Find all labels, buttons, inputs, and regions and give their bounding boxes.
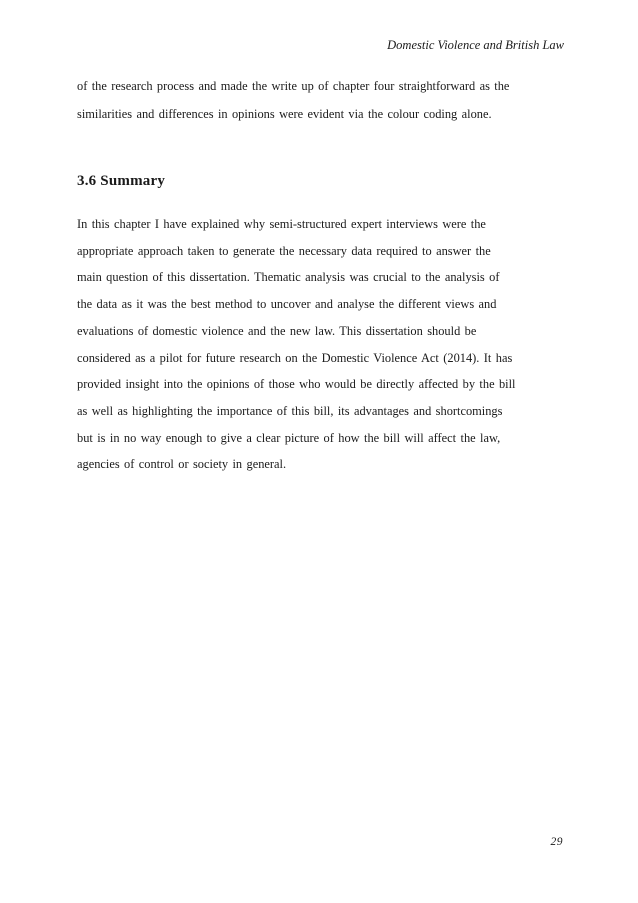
paragraph-line: considered as a pilot for future research on the Domestic Violence Act (2014). It has <box>77 350 513 365</box>
running-header: Domestic Violence and British Law <box>387 38 564 52</box>
paragraph-line: as well as highlighting the importance of this bill, its advantages and shortcomings <box>77 403 503 418</box>
paragraph-line: appropriate approach taken to generate the necessary data required to answer the <box>77 243 491 258</box>
page-number: 29 <box>550 836 563 848</box>
paragraph-line: In this chapter I have explained why semi-structured expert interviews were the <box>77 217 486 231</box>
paragraph-line: provided insight into the opinions of those who would be directly affected by the bill <box>77 377 516 392</box>
paragraph-line: evaluations of domestic violence and the new law. This dissertation should be <box>77 323 477 338</box>
paragraph-line: main question of this dissertation. Thematic analysis was crucial to the analysis of <box>77 270 500 285</box>
intro-paragraph <box>77 72 567 128</box>
paragraph-line: similarities and differences in opinions were evident via the colour coding alone. <box>77 107 492 121</box>
paragraph-line: but is in no way enough to give a clear picture of how the bill will affect the law, <box>77 430 501 445</box>
paragraph-line: agencies of control or society in general. <box>77 457 287 472</box>
section-heading: 3.6 Summary <box>77 173 166 189</box>
summary-paragraph <box>77 211 567 478</box>
paragraph-line: of the research process and made the write up of chapter four straightforward as the <box>77 79 510 93</box>
paragraph-line: the data as it was the best method to uncover and analyse the different views and <box>77 297 497 312</box>
